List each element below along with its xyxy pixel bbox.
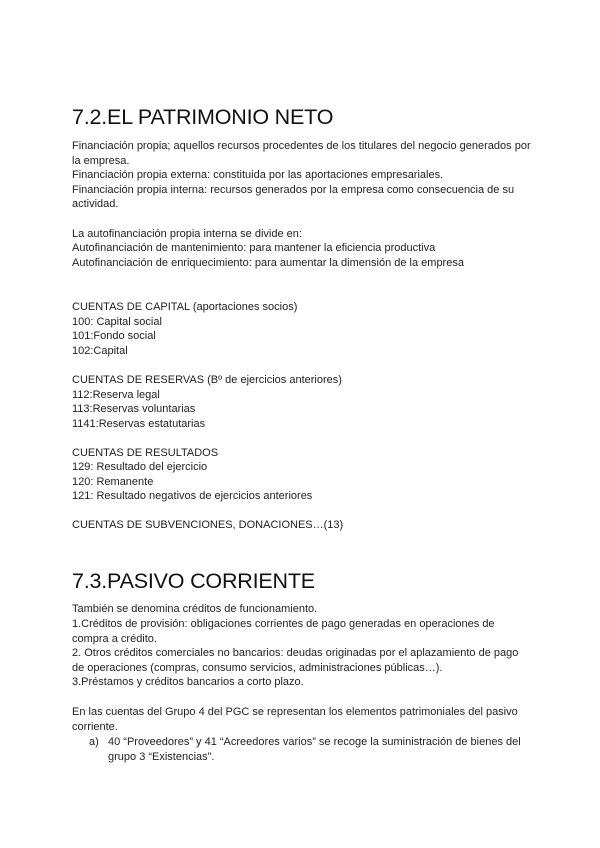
cuentas-subvenciones: CUENTAS DE SUBVENCIONES, DONACIONES…(13) [72, 519, 344, 531]
cuenta-112: 112:Reserva legal [72, 389, 160, 401]
cuenta-121: 121: Resultado negativos de ejercicios anteriores [72, 490, 313, 502]
financiacion-paragraphs [72, 139, 532, 212]
paragraph-financiacion-interna: Financiación propia interna: recursos generados por la empresa como consecuencia de su actividad. [72, 183, 515, 210]
autofinanciacion-enriquecimiento: Autofinanciación de enriquecimiento: para aumentar la dimensión de la empresa [72, 257, 464, 269]
section-title-pasivo-corriente: 7.3.PASIVO CORRIENTE [72, 569, 315, 593]
list-item-proveedores: 40 “Proveedores” y 41 “Acreedores varios” se recoge la suministración de bienes del grupo 3 “Existencias”. [108, 736, 521, 763]
cuentas-resultados-heading: CUENTAS DE RESULTADOS [72, 447, 219, 459]
paragraph-financiacion-propia: Financiación propia; aquellos recursos procedentes de los titulares del negocio generados por la empresa. [72, 140, 531, 167]
cuenta-100: 100: Capital social [72, 316, 162, 328]
paragraph-financiacion-externa: Financiación propia externa: constituida por las aportaciones empresariales. [72, 169, 444, 181]
list-marker-a: a) [89, 736, 99, 748]
pasivo-points [72, 617, 527, 690]
cuentas-reservas-heading: CUENTAS DE RESERVAS (Bº de ejercicios anteriores) [72, 374, 342, 386]
point-creditos-provision: 1.Créditos de provisión: obligaciones corrientes de pago generadas en operaciones de compra a crédito. [72, 618, 495, 645]
cuenta-113: 113:Reservas voluntarias [72, 403, 196, 415]
cuenta-120: 120: Remanente [72, 476, 154, 488]
pasivo-intro: También se denomina créditos de funcionamiento. [72, 603, 318, 615]
autofinanciacion-mantenimiento: Autofinanciación de mantenimiento: para mantener la eficiencia productiva [72, 242, 436, 254]
cuenta-129: 129: Resultado del ejercicio [72, 461, 208, 473]
cuentas-capital-heading: CUENTAS DE CAPITAL (aportaciones socios) [72, 301, 298, 313]
point-otros-creditos: 2. Otros créditos comerciales no bancarios: deudas originadas por el aplazamiento de pago de operaciones (compras, consumo servicios, administraciones públicas…). [72, 647, 519, 674]
cuenta-1141: 1141:Reservas estatutarias [72, 418, 206, 430]
autofinanciacion-intro: La autofinanciación propia interna se divide en: [72, 228, 302, 240]
section-title-patrimonio-neto: 7.2.EL PATRIMONIO NETO [72, 105, 334, 129]
cuenta-101: 101:Fondo social [72, 330, 156, 342]
point-prestamos: 3.Préstamos y créditos bancarios a corto plazo. [72, 676, 304, 688]
cuenta-102: 102:Capital [72, 345, 128, 357]
grupo4-paragraph: En las cuentas del Grupo 4 del PGC se representan los elementos patrimoniales del pasivo corriente. [72, 706, 518, 733]
